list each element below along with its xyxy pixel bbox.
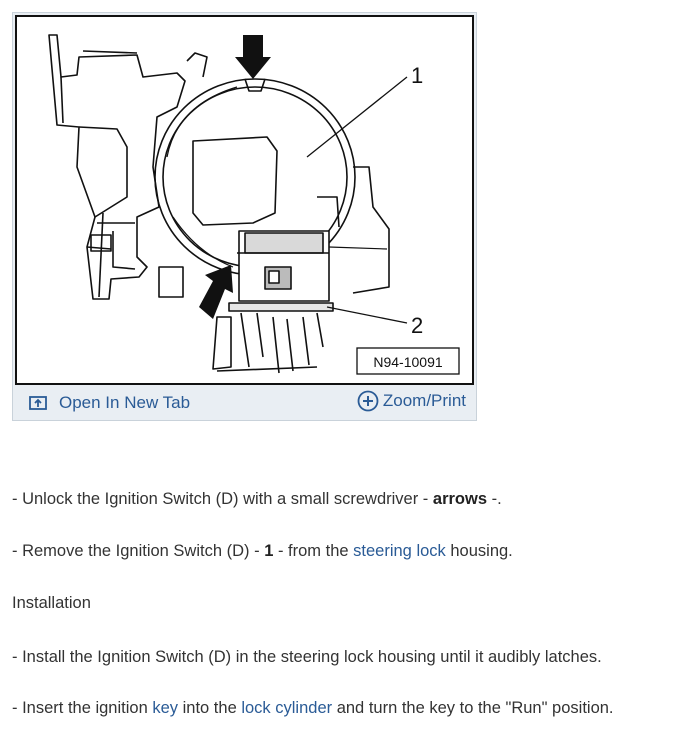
step-text: - from the (273, 542, 354, 560)
step-bold: 1 (264, 542, 274, 560)
zoom-plus-icon (357, 390, 379, 412)
step-bullet: - (12, 699, 23, 717)
callout-2: 2 (411, 313, 424, 338)
steering-lock-link[interactable]: steering lock (353, 542, 446, 560)
step-text: Unlock the Ignition Switch (D) with a small screwdriver - (22, 490, 433, 508)
step-text: Install the Ignition Switch (D) in the steering lock housing until it audibly latches. (22, 648, 602, 666)
ignition-switch-body (193, 137, 277, 225)
key-link[interactable]: key (152, 699, 179, 717)
installation-heading: Installation (12, 594, 91, 612)
lock-cylinder-link[interactable]: lock cylinder (241, 699, 333, 717)
callout-1: 1 (411, 63, 424, 88)
step-text: housing. (445, 542, 513, 560)
step-text: into the (178, 699, 242, 717)
zoom-print-link[interactable] (357, 390, 466, 412)
bracket-outline (49, 35, 185, 299)
open-new-tab-icon (29, 395, 47, 411)
open-in-new-tab-label: Open In New Tab (59, 393, 191, 412)
figure-toolbar (13, 387, 476, 420)
step-text: Remove the Ignition Switch (D) - (22, 542, 265, 560)
open-in-new-tab-link[interactable] (29, 393, 190, 413)
step-remove (12, 542, 513, 561)
arrow-top (235, 35, 271, 79)
zoom-print-label: Zoom/Print (382, 391, 466, 410)
step-text: Insert the ignition (22, 699, 153, 717)
arrow-left (199, 265, 233, 319)
step-text: and turn the key to the "Run" position. (332, 699, 614, 717)
step-text: -. (487, 490, 502, 508)
step-bold: arrows (432, 490, 487, 508)
figure-code: N94-10091 (373, 354, 443, 370)
step-insert-key (12, 699, 614, 718)
diagram-drawing (17, 17, 472, 383)
figure-container (12, 12, 477, 421)
step-unlock (12, 490, 502, 509)
step-bullet: - (12, 648, 23, 666)
step-install (12, 648, 602, 667)
step-bullet: - (12, 542, 23, 560)
step-bullet: - (12, 490, 23, 508)
ignition-switch-diagram (15, 15, 474, 385)
